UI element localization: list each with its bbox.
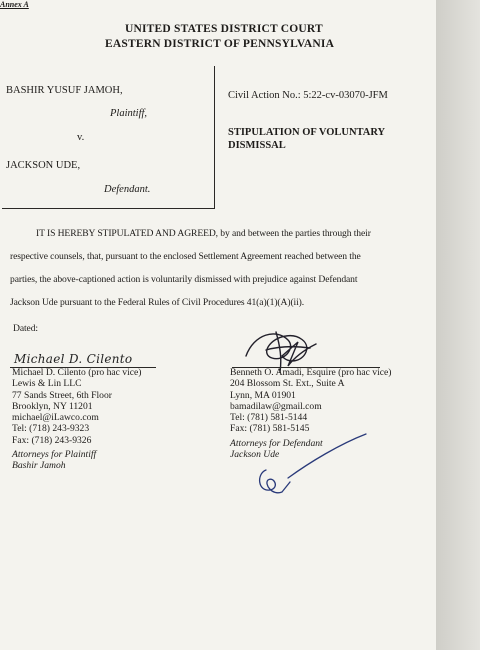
defendant-name: JACKSON UDE, (6, 160, 81, 171)
defendant-counsel-name: Benneth O. Amadi, Esquire (pro hac vice) (230, 367, 392, 378)
scan-edge-background (436, 0, 480, 650)
body-line-2: respective counsels, that, pursuant to the enclosed Settlement Agreement reached between the (10, 251, 361, 262)
handwritten-initials-mark (250, 430, 370, 510)
defendant-counsel-email: bamadilaw@gmail.com (230, 400, 322, 412)
plaintiff-counsel-firm: Lewis & Lin LLC (12, 378, 82, 390)
plaintiff-name: BASHIR YUSUF JAMOH, (6, 85, 123, 96)
body-line-1: IT IS HEREBY STIPULATED AND AGREED, by and between the parties through their (36, 228, 371, 239)
defendant-counsel-city: Lynn, MA 01901 (230, 389, 296, 401)
body-line-4: Jackson Ude pursuant to the Federal Rules of Civil Procedures 41(a)(1)(A)(ii). (10, 297, 305, 308)
defendant-role: Defendant. (104, 184, 151, 195)
plaintiff-counsel-email: michael@iLawco.com (12, 412, 99, 424)
versus-label: v. (77, 132, 85, 143)
dated-label: Dated: (13, 323, 38, 334)
plaintiff-role: Plaintiff, (110, 108, 148, 119)
civil-action-number: Civil Action No.: 5:22-cv-03070-JFM (228, 90, 388, 101)
plaintiff-counsel-fax: Fax: (718) 243-9326 (12, 434, 92, 446)
plaintiff-counsel-name: Michael D. Cilento (pro hac vice) (12, 367, 142, 378)
plaintiff-counsel-block (12, 367, 141, 472)
court-name-line2: EASTERN DISTRICT OF PENNSYLVANIA (105, 38, 335, 50)
document-title-line2: DISMISSAL (228, 140, 286, 151)
court-name-line1: UNITED STATES DISTRICT COURT (125, 23, 323, 35)
defendant-counsel-tel: Tel: (781) 581-5144 (230, 412, 308, 424)
body-line-3: parties, the above-captioned action is voluntarily dismissed with prejudice against Defendant (10, 274, 358, 285)
plaintiff-counsel-street: 77 Sands Street, 6th Floor (12, 389, 112, 401)
defendant-attorneys-for: Attorneys for Defendant (230, 437, 323, 449)
defendant-client-name: Jackson Ude (230, 449, 280, 461)
defendant-counsel-fax: Fax: (781) 581-5145 (230, 423, 310, 435)
plaintiff-counsel-city: Brooklyn, NY 11201 (12, 400, 93, 412)
plaintiff-attorneys-for: Attorneys for Plaintiff (12, 449, 97, 461)
document-title-line1: STIPULATION OF VOLUNTARY (228, 127, 386, 138)
plaintiff-counsel-signature: Michael D. Cilento (14, 352, 133, 366)
defendant-counsel-street: 204 Blossom St. Ext., Suite A (230, 378, 345, 390)
plaintiff-client-name: Bashir Jamoh (12, 460, 66, 472)
plaintiff-counsel-tel: Tel: (718) 243-9323 (12, 423, 90, 435)
annex-label: Annex A (0, 0, 29, 9)
